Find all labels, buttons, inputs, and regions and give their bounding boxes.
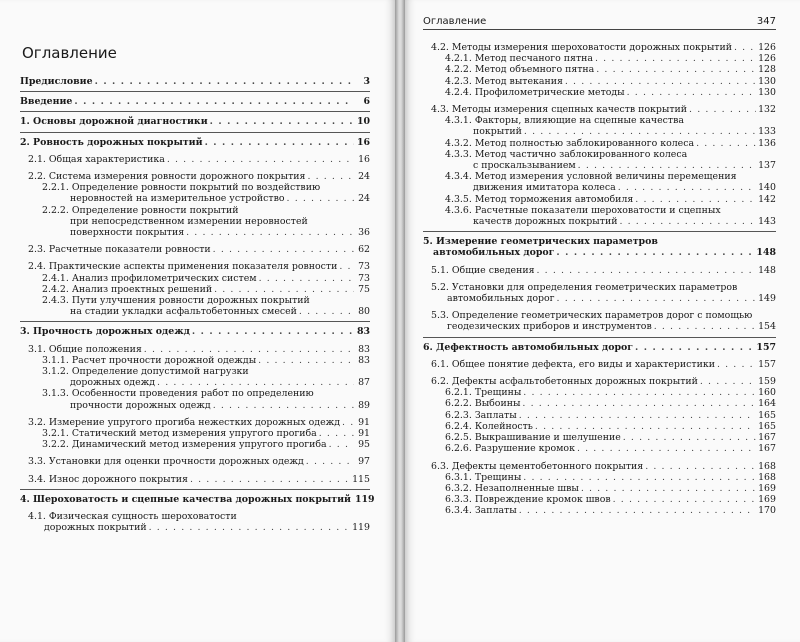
toc-chapter-entry[interactable] bbox=[20, 326, 370, 337]
dot-leader bbox=[144, 344, 354, 355]
toc-page-number: 75 bbox=[358, 283, 370, 295]
toc-section-entry[interactable] bbox=[431, 310, 776, 332]
toc-page-number: 164 bbox=[758, 398, 776, 410]
toc-section-entry[interactable] bbox=[431, 265, 776, 276]
toc-page-number: 83 bbox=[358, 354, 370, 366]
dot-leader bbox=[319, 428, 354, 439]
toc-subsection-entry[interactable] bbox=[42, 295, 370, 317]
dot-leader bbox=[537, 265, 757, 276]
dot-leader bbox=[149, 522, 351, 533]
toc-entry-title: 4.2.1. Метод песчаного пятна bbox=[445, 53, 593, 65]
toc-chapter-entry[interactable] bbox=[20, 137, 370, 148]
toc-section-entry[interactable] bbox=[28, 344, 370, 355]
toc-entry-title: 6.3.1. Трещины bbox=[445, 471, 522, 483]
toc-page-number: 3 bbox=[363, 76, 370, 87]
toc-entry-title: 6.3.3. Повреждение кромок швов bbox=[445, 494, 611, 506]
toc-entry-title: 4.3.5. Метод торможения автомобиля bbox=[445, 193, 634, 205]
toc-page-number: 167 bbox=[758, 432, 776, 444]
toc-section-entry[interactable] bbox=[28, 456, 370, 467]
dot-leader bbox=[259, 273, 354, 284]
toc-entry-title-line: 2.2.1. Определение ровности покрытий по воздействию bbox=[42, 182, 321, 194]
book-gutter bbox=[395, 0, 405, 642]
toc-section-entry[interactable] bbox=[431, 42, 776, 53]
toc-entry-title: 4. Шероховатость и сцепные качества дорожных покрытий bbox=[20, 493, 351, 505]
toc-page-number: 137 bbox=[758, 160, 776, 172]
toc-page-number: 16 bbox=[356, 136, 370, 148]
toc-page-number: 148 bbox=[758, 264, 776, 276]
toc-subsection-entry[interactable] bbox=[445, 76, 776, 87]
toc-page-number: 126 bbox=[758, 53, 776, 65]
toc-page-number: 169 bbox=[758, 494, 776, 506]
toc-subsection-entry[interactable] bbox=[445, 87, 776, 98]
toc-entry-title-line: 3.1.3. Особенности проведения работ по определению bbox=[42, 388, 314, 400]
toc-entry-title: 3.1.1. Расчет прочности дорожной одежды bbox=[42, 354, 257, 366]
toc-subsection-entry[interactable] bbox=[445, 505, 776, 516]
dot-leader bbox=[95, 76, 354, 87]
toc-entry-title: 6.1. Общее понятие дефекта, его виды и характеристики bbox=[431, 358, 715, 370]
toc-entry-title-line: 5.3. Определение геометрических параметров дорог с помощью bbox=[431, 310, 753, 322]
toc-entry-title: 2.2. Система измерения ровности дорожного покрытия bbox=[28, 171, 306, 183]
toc-entry-title: 6.3.4. Заплаты bbox=[445, 505, 517, 517]
toc-subsection-entry[interactable] bbox=[445, 398, 776, 409]
toc-page-number: 73 bbox=[358, 272, 370, 284]
toc-page-number: 115 bbox=[352, 473, 370, 485]
toc-section-entry[interactable] bbox=[28, 474, 370, 485]
toc-subsection-entry[interactable] bbox=[42, 355, 370, 366]
toc-entry-title: неровностей на измерительное устройство bbox=[70, 193, 285, 205]
toc-chapter-entry[interactable] bbox=[20, 76, 370, 87]
toc-page-number: 10 bbox=[356, 116, 370, 128]
toc-page-number: 89 bbox=[358, 399, 370, 411]
toc-entry-title: покрытий bbox=[473, 126, 522, 138]
toc-entry-title: Введение bbox=[20, 96, 73, 108]
toc-entry-title: 6.2. Дефекты асфальтобетонных дорожных покрытий bbox=[431, 376, 698, 388]
section-divider bbox=[20, 111, 370, 112]
toc-entry-title: 3.4. Износ дорожного покрытия bbox=[28, 473, 188, 485]
toc-subsection-entry[interactable] bbox=[445, 115, 776, 137]
toc-page-number: 24 bbox=[358, 171, 370, 183]
toc-entry-title-line: 3.1.2. Определение допустимой нагрузки bbox=[42, 366, 249, 378]
dot-leader bbox=[596, 64, 756, 75]
toc-entry-title: 1. Основы дорожной диагностики bbox=[20, 116, 208, 128]
toc-page-number: 143 bbox=[758, 216, 776, 228]
toc-chapter-entry[interactable] bbox=[20, 96, 370, 107]
toc-entry-title: 2.4.2. Анализ проектных решений bbox=[42, 283, 213, 295]
dot-leader bbox=[696, 138, 756, 149]
toc-page-number: 132 bbox=[758, 104, 776, 116]
toc-entry-title: 6.2.1. Трещины bbox=[445, 387, 522, 399]
toc-entry-title: 6.2.2. Выбоины bbox=[445, 398, 521, 410]
toc-page-number: 119 bbox=[355, 493, 375, 505]
dot-leader bbox=[213, 400, 354, 411]
toc-chapter-entry[interactable] bbox=[423, 342, 776, 353]
toc-entry-title-line: 4.3.6. Расчетные показатели шероховатости и сцепных bbox=[445, 204, 721, 216]
dot-leader bbox=[299, 306, 354, 317]
dot-leader bbox=[613, 494, 756, 505]
toc-entry-title: 6.3. Дефекты цементобетонного покрытия bbox=[431, 460, 644, 472]
toc-page-number: 136 bbox=[758, 137, 776, 149]
toc-section-entry[interactable] bbox=[28, 171, 370, 182]
section-divider bbox=[423, 337, 776, 338]
dot-leader bbox=[627, 87, 756, 98]
toc-entry-title: 3.1. Общие положения bbox=[28, 343, 142, 355]
toc-entry-title: 6.3.2. Незаполненные швы bbox=[445, 482, 579, 494]
toc-entry-title: дорожных покрытий bbox=[44, 522, 147, 534]
dot-leader bbox=[287, 193, 354, 204]
toc-page-number: 80 bbox=[358, 306, 370, 318]
toc-entry-title: 6.2.5. Выкрашивание и шелушение bbox=[445, 432, 621, 444]
dot-leader bbox=[523, 387, 756, 398]
toc-entry-title: 4.3.2. Метод полностью заблокированного колеса bbox=[445, 137, 695, 149]
running-head-title: Оглавление bbox=[423, 16, 487, 27]
section-divider bbox=[20, 321, 370, 322]
dot-leader bbox=[619, 216, 756, 227]
dot-leader bbox=[342, 417, 354, 428]
toc-page-number: 130 bbox=[758, 75, 776, 87]
dot-leader bbox=[535, 421, 756, 432]
right-page bbox=[405, 0, 800, 642]
dot-leader bbox=[214, 284, 354, 295]
toc-entry-title: с проскальзыванием bbox=[473, 160, 576, 172]
toc-entry-title: качеств дорожных покрытий bbox=[473, 216, 618, 228]
dot-leader bbox=[635, 194, 756, 205]
toc-entry-title: 3.2.1. Статический метод измерения упругого прогиба bbox=[42, 428, 317, 440]
toc-heading: Оглавление bbox=[22, 44, 117, 62]
toc-chapter-entry[interactable] bbox=[423, 236, 776, 258]
toc-subsection-entry[interactable] bbox=[445, 421, 776, 432]
toc-section-entry[interactable] bbox=[28, 154, 370, 165]
toc-section-entry[interactable] bbox=[431, 104, 776, 115]
toc-page-number: 91 bbox=[358, 416, 370, 428]
toc-page-number: 167 bbox=[758, 443, 776, 455]
toc-entry-title: 4.2. Методы измерения шероховатости дорожных покрытий bbox=[431, 42, 732, 53]
toc-entry-title: 3.2. Измерение упругого прогиба нежестких дорожных одежд bbox=[28, 416, 341, 428]
toc-subsection-entry[interactable] bbox=[445, 194, 776, 205]
toc-entry-title-line: 2.4.3. Пути улучшения ровности дорожных покрытий bbox=[42, 295, 310, 307]
toc-entry-title: 6.2.4. Колейность bbox=[445, 420, 533, 432]
dot-leader bbox=[192, 326, 354, 337]
toc-page-number: 95 bbox=[358, 439, 370, 451]
dot-leader bbox=[595, 53, 756, 64]
toc-page-number: 73 bbox=[358, 261, 370, 273]
toc-entry-title-line: 5. Измерение геометрических параметров bbox=[423, 236, 658, 248]
toc-section-entry[interactable] bbox=[28, 417, 370, 428]
toc-page-number: 6 bbox=[363, 96, 370, 108]
toc-page-number: 128 bbox=[758, 64, 776, 76]
toc-page-number: 170 bbox=[758, 505, 776, 517]
toc-entry-title: 4.2.2. Метод объемного пятна bbox=[445, 64, 595, 76]
dot-leader bbox=[307, 171, 354, 182]
toc-page-number: 160 bbox=[758, 387, 776, 399]
dot-leader bbox=[258, 355, 354, 366]
toc-subsection-entry[interactable] bbox=[42, 273, 370, 284]
toc-section-entry[interactable] bbox=[431, 461, 776, 472]
toc-page-number: 62 bbox=[358, 244, 370, 256]
toc-subsection-entry[interactable] bbox=[445, 171, 776, 193]
toc-subsection-entry[interactable] bbox=[445, 443, 776, 454]
toc-page-number: 130 bbox=[758, 86, 776, 98]
toc-subsection-entry[interactable] bbox=[42, 439, 370, 450]
toc-page-number: 133 bbox=[758, 126, 776, 138]
toc-entry-title: Предисловие bbox=[20, 76, 93, 87]
dot-leader bbox=[578, 160, 756, 171]
section-divider bbox=[20, 132, 370, 133]
dot-leader bbox=[329, 439, 354, 450]
toc-page-number: 159 bbox=[758, 376, 776, 388]
toc-entries-left bbox=[20, 76, 375, 534]
toc-subsection-entry[interactable] bbox=[445, 138, 776, 149]
toc-entry-title: 3.2.2. Динамический метод измерения упругого прогиба bbox=[42, 439, 327, 451]
toc-entry-title: 4.3. Методы измерения сцепных качеств покрытий bbox=[431, 104, 688, 116]
dot-leader bbox=[654, 321, 756, 332]
toc-page-number: 168 bbox=[758, 471, 776, 483]
toc-entry-title-line: 2.2.2. Определение ровности покрытий bbox=[42, 204, 239, 216]
toc-subsection-entry[interactable] bbox=[445, 472, 776, 483]
toc-page-number: 169 bbox=[758, 482, 776, 494]
dot-leader bbox=[213, 244, 354, 255]
toc-entry-title-line: 4.3.1. Факторы, влияющие на сцепные качества bbox=[445, 115, 684, 127]
left-page bbox=[0, 0, 395, 642]
toc-subsection-entry[interactable] bbox=[42, 366, 370, 388]
toc-entry-title: 4.2.3. Метод вытекания bbox=[445, 75, 563, 87]
toc-page-number: 149 bbox=[758, 293, 776, 305]
toc-section-entry[interactable] bbox=[28, 244, 370, 255]
toc-subsection-entry[interactable] bbox=[42, 182, 370, 204]
dot-leader bbox=[157, 377, 354, 388]
toc-chapter-entry[interactable] bbox=[20, 116, 370, 127]
dot-leader bbox=[623, 432, 756, 443]
toc-section-entry[interactable] bbox=[431, 282, 776, 304]
toc-page-number: 24 bbox=[358, 193, 370, 205]
toc-page-number: 83 bbox=[356, 326, 370, 338]
toc-page-number: 142 bbox=[758, 193, 776, 205]
section-divider bbox=[423, 231, 776, 232]
toc-subsection-entry[interactable] bbox=[445, 205, 776, 227]
dot-leader bbox=[557, 293, 757, 304]
section-divider bbox=[20, 489, 370, 490]
toc-subsection-entry[interactable] bbox=[445, 432, 776, 443]
toc-page-number: 119 bbox=[352, 522, 370, 534]
dot-leader bbox=[734, 42, 756, 53]
toc-entry-title: 2.4. Практические аспекты применения показателя ровности bbox=[28, 261, 338, 273]
toc-subsection-entry[interactable] bbox=[42, 205, 370, 239]
toc-page-number: 87 bbox=[358, 377, 370, 389]
running-head bbox=[423, 13, 776, 30]
toc-entry-title: 6.2.3. Заплаты bbox=[445, 409, 517, 421]
toc-page-number: 91 bbox=[358, 428, 370, 440]
dot-leader bbox=[581, 483, 756, 494]
toc-subsection-entry[interactable] bbox=[42, 284, 370, 295]
toc-entry-title: 5.1. Общие сведения bbox=[431, 264, 535, 276]
toc-entry-title-line: 4.3.4. Метод измерения условной величины перемещения bbox=[445, 171, 737, 183]
toc-entry-title: 6. Дефектность автомобильных дорог bbox=[423, 341, 634, 353]
dot-leader bbox=[565, 76, 756, 87]
toc-page-number: 157 bbox=[758, 358, 776, 370]
toc-entry-title: 3.3. Установки для оценки прочности дорожных одежд bbox=[28, 456, 304, 468]
toc-section-entry[interactable] bbox=[431, 376, 776, 387]
toc-section-entry[interactable] bbox=[431, 359, 776, 370]
dot-leader bbox=[167, 154, 354, 165]
toc-page-number: 126 bbox=[758, 42, 776, 53]
toc-entry-title-line: 5.2. Установки для определения геометрических параметров bbox=[431, 281, 738, 293]
toc-entry-title-line: 4.1. Физическая сущность шероховатости bbox=[28, 511, 237, 523]
dot-leader bbox=[635, 342, 754, 353]
toc-entry-title: прочности дорожных одежд bbox=[70, 399, 211, 411]
dot-leader bbox=[618, 182, 756, 193]
toc-page-number: 148 bbox=[756, 247, 776, 259]
toc-entry-title: 2. Ровность дорожных покрытий bbox=[20, 136, 203, 148]
toc-page-number: 168 bbox=[758, 460, 776, 472]
dot-leader bbox=[519, 505, 756, 516]
dot-leader bbox=[74, 96, 354, 107]
toc-subsection-entry[interactable] bbox=[42, 388, 370, 410]
toc-entry-title: автомобильных дорог bbox=[433, 247, 555, 259]
toc-page-number: 97 bbox=[358, 456, 370, 468]
dot-leader bbox=[717, 359, 756, 370]
toc-entries-right bbox=[423, 42, 776, 517]
dot-leader bbox=[689, 104, 756, 115]
toc-page-number: 165 bbox=[758, 420, 776, 432]
dot-leader bbox=[205, 137, 354, 148]
toc-subsection-entry[interactable] bbox=[445, 149, 776, 171]
dot-leader bbox=[186, 227, 354, 238]
toc-entry-title: 2.3. Расчетные показатели ровности bbox=[28, 244, 211, 256]
toc-subsection-entry[interactable] bbox=[445, 387, 776, 398]
toc-page-number: 83 bbox=[358, 343, 370, 355]
dot-leader bbox=[645, 461, 756, 472]
toc-entry-title: 3. Прочность дорожных одежд bbox=[20, 326, 190, 338]
toc-page-number: 157 bbox=[756, 341, 776, 353]
toc-subsection-entry[interactable] bbox=[445, 410, 776, 421]
toc-section-entry[interactable] bbox=[28, 511, 370, 533]
toc-page-number: 154 bbox=[758, 321, 776, 333]
toc-subsection-entry[interactable] bbox=[445, 483, 776, 494]
toc-entry-title: 2.1. Общая характеристика bbox=[28, 153, 165, 165]
toc-entry-title: поверхности покрытия bbox=[70, 227, 185, 239]
toc-entry-title: дорожных одежд bbox=[70, 377, 156, 389]
toc-entry-title: 2.4.1. Анализ профилометрических систем bbox=[42, 272, 257, 284]
toc-page-number: 165 bbox=[758, 409, 776, 421]
page-number: 347 bbox=[756, 16, 776, 27]
toc-entry-title-line: при непосредственном измерении неровностей bbox=[70, 215, 308, 227]
dot-leader bbox=[210, 116, 354, 127]
toc-subsection-entry[interactable] bbox=[445, 53, 776, 64]
dot-leader bbox=[522, 398, 756, 409]
dot-leader bbox=[577, 443, 756, 454]
dot-leader bbox=[306, 456, 354, 467]
toc-page-number: 36 bbox=[358, 227, 370, 239]
toc-page-number: 16 bbox=[358, 153, 370, 165]
toc-entry-title: 4.2.4. Профилометрические методы bbox=[445, 86, 625, 98]
toc-section-entry[interactable] bbox=[28, 261, 370, 272]
toc-subsection-entry[interactable] bbox=[445, 64, 776, 75]
toc-subsection-entry[interactable] bbox=[42, 428, 370, 439]
dot-leader bbox=[524, 126, 756, 137]
dot-leader bbox=[519, 410, 756, 421]
toc-chapter-entry[interactable] bbox=[20, 493, 375, 505]
section-divider bbox=[20, 91, 370, 92]
dot-leader bbox=[339, 261, 354, 272]
dot-leader bbox=[556, 247, 754, 258]
dot-leader bbox=[523, 472, 756, 483]
toc-entry-title: на стадии укладки асфальтобетонных смесей bbox=[70, 306, 297, 318]
toc-entry-title: 6.2.6. Разрушение кромок bbox=[445, 443, 575, 455]
toc-entry-title: движения имитатора колеса bbox=[473, 182, 616, 194]
toc-page-number: 140 bbox=[758, 182, 776, 194]
toc-entry-title: геодезических приборов и инструментов bbox=[447, 321, 652, 333]
toc-entry-title: автомобильных дорог bbox=[447, 293, 555, 305]
dot-leader bbox=[700, 376, 756, 387]
dot-leader bbox=[190, 474, 350, 485]
toc-subsection-entry[interactable] bbox=[445, 494, 776, 505]
toc-entry-title-line: 4.3.3. Метод частично заблокированного колеса bbox=[445, 148, 688, 160]
